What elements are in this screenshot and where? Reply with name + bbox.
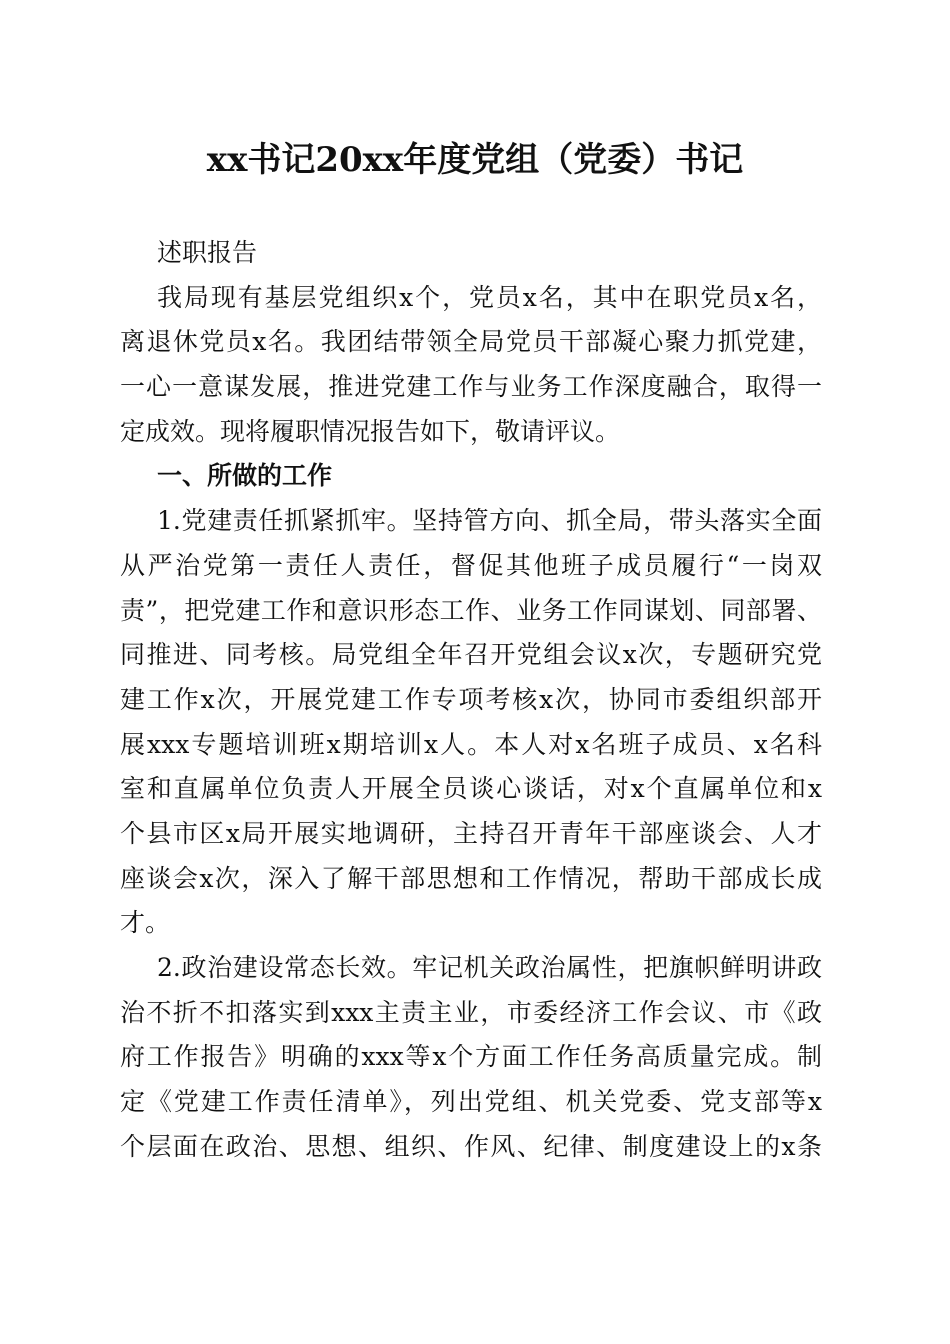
paragraph-line: 1.党建责任抓紧抓牢。坚持管方向、抓全局，带头落实全面 (157, 506, 822, 536)
paragraph-line: 我局现有基层党组织x个，党员x名，其中在职党员x名， (157, 282, 822, 312)
paragraph-line: 展xxx专题培训班x期培训x人。本人对x名班子成员、x名科 (120, 729, 822, 759)
paragraph-line: 座谈会x次，深入了解干部思想和工作情况，帮助干部成长成 (120, 863, 822, 893)
section-heading: 一、所做的工作 (157, 461, 333, 491)
document-title: xx书记20xx年度党组（党委）书记 (206, 140, 744, 180)
paragraph-line: 同推进、同考核。局党组全年召开党组会议x次，专题研究党 (120, 640, 822, 670)
paragraph-line: 定成效。现将履职情况报告如下，敬请评议。 (120, 416, 621, 446)
paragraph-line: 府工作报告》明确的xxx等x个方面工作任务高质量完成。制 (120, 1042, 822, 1072)
paragraph-line: 从严治党第一责任人责任，督促其他班子成员履行“一岗双 (120, 550, 822, 580)
paragraph-line: 个层面在政治、思想、组织、作风、纪律、制度建设上的x条 (120, 1131, 822, 1161)
paragraph-line: 2.政治建设常态长效。牢记机关政治属性，把旗帜鲜明讲政 (157, 953, 822, 982)
subtitle-line: 述职报告 (157, 238, 258, 267)
paragraph-line: 个县市区x局开展实地调研，主持召开青年干部座谈会、人才 (120, 818, 822, 848)
paragraph-line: 一心一意谋发展，推进党建工作与业务工作深度融合，取得一 (120, 372, 822, 402)
paragraph-line: 才。 (120, 908, 171, 938)
paragraph-line: 责”，把党建工作和意识形态工作、业务工作同谋划、同部署、 (120, 595, 822, 625)
paragraph-line: 建工作x次，开展党建工作专项考核x次，协同市委组织部开 (120, 684, 822, 714)
paragraph-line: 离退休党员x名。我团结带领全局党员干部凝心聚力抓党建， (120, 327, 822, 357)
paragraph-line: 室和直属单位负责人开展全员谈心谈话，对x个直属单位和x (120, 774, 822, 804)
document-body (120, 231, 822, 1169)
paragraph-line: 治不折不扣落实到xxx主责主业，市委经济工作会议、市《政 (120, 997, 822, 1027)
paragraph-line: 定《党建工作责任清单》，列出党组、机关党委、党支部等x (120, 1087, 822, 1117)
